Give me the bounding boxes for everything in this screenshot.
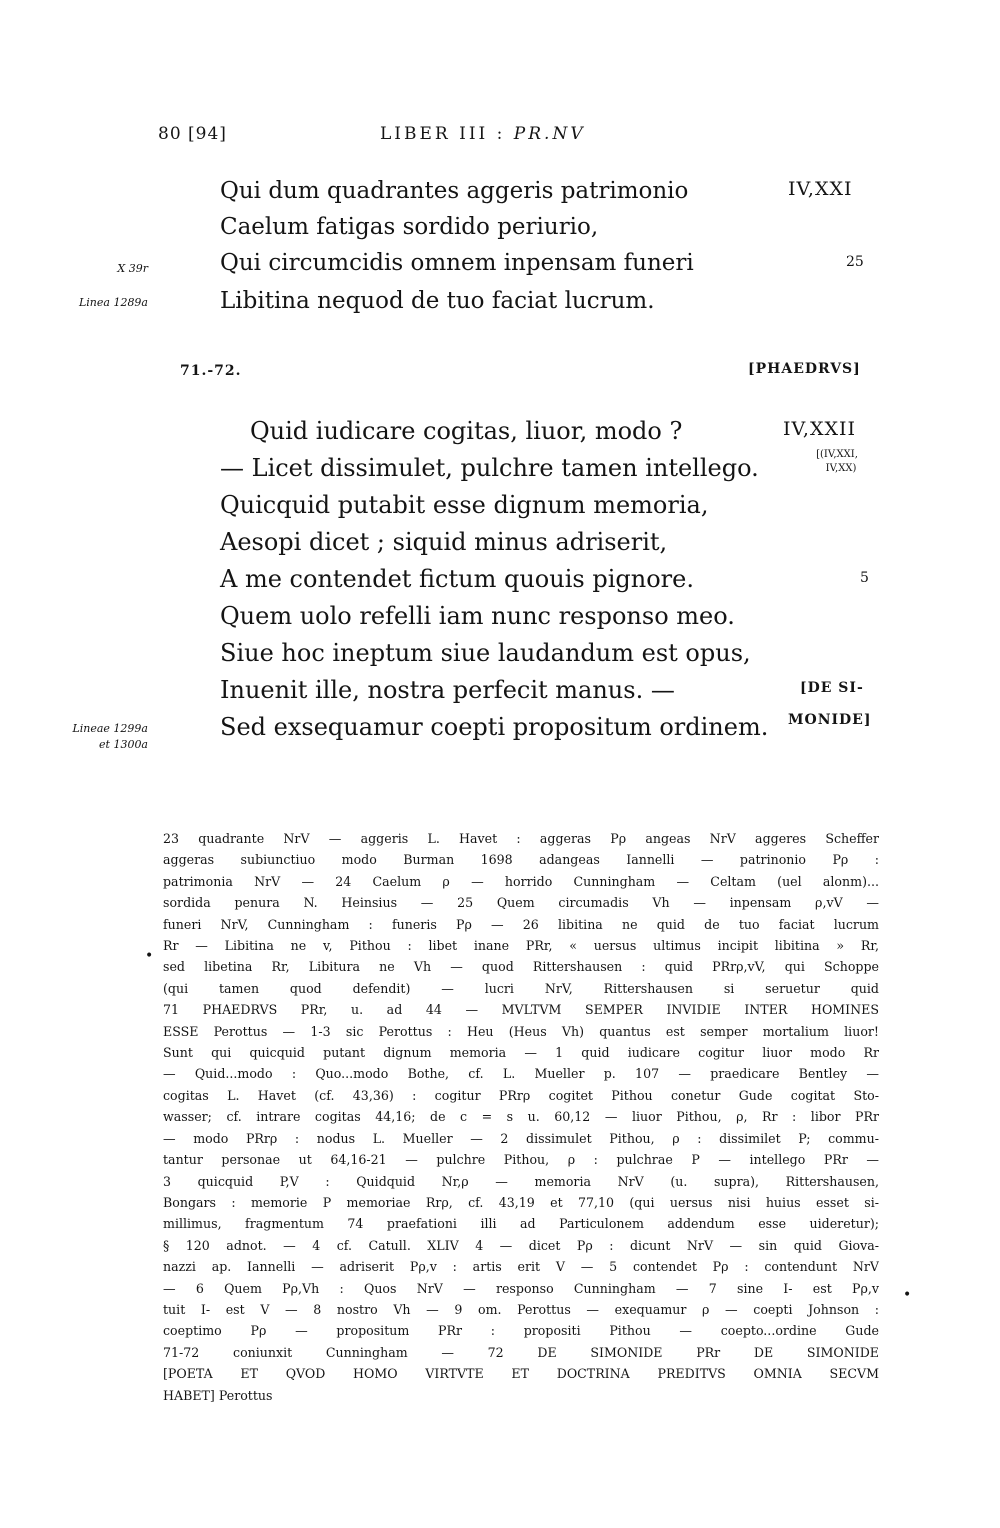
apparatus-line: coeptimo Pρ — propositum PRr : propositi Pithou — coepto...ordine Gude bbox=[163, 1323, 879, 1339]
poem-b-line-4: Aesopi dicet ; siquid minus adriserit, bbox=[220, 528, 668, 556]
running-title-italic: PR.NV bbox=[513, 124, 586, 144]
apparatus-line: Bongars : memorie P memoriae Rrρ, cf. 43,19 et 77,10 (qui uersus nisi huius esset si- bbox=[163, 1194, 879, 1210]
poem-b-right-note-2: MONIDE] bbox=[788, 712, 872, 728]
poem-b-line-9: Sed exsequamur coepti propositum ordinem. bbox=[220, 713, 769, 741]
poem-a-line-4: Libitina nequod de tuo faciat lucrum. bbox=[220, 288, 655, 314]
apparatus-line: wasser; cf. intrare cogitas 44,16; de c = s u. 60,12 — liuor Pithou, ρ, Rr : libor PRr bbox=[163, 1109, 879, 1125]
apparatus-line: (qui tamen quod defendit) — lucri NrV, Rittershausen si seruetur quid bbox=[163, 980, 879, 996]
apparatus-line: cogitas L. Havet (cf. 43,36) : cogitur PRrρ cogitet Pithou conetur Gude cogitat Sto- bbox=[163, 1087, 879, 1103]
poem-b-reference: IV,XXII bbox=[783, 418, 857, 440]
margin-note-linea-1289: Linea 1289a bbox=[78, 296, 148, 309]
poem-b-right-note-1: [DE SI- bbox=[800, 680, 864, 696]
poem-b-line-number: 5 bbox=[860, 570, 869, 586]
poem-a-line-3: Qui circumcidis omnem inpensam funeri bbox=[220, 250, 694, 276]
margin-dot-right: • bbox=[903, 1287, 912, 1303]
apparatus-line: 23 quadrante NrV — aggeris L. Havet : aggeras Pρ angeas NrV aggeres Scheffer bbox=[163, 831, 879, 846]
apparatus-line: 3 quicquid P,V : Quidquid Nr,ρ — memoria NrV (u. supra), Rittershausen, bbox=[163, 1173, 879, 1189]
poem-b-line-6: Quem uolo refelli iam nunc responso meo. bbox=[220, 602, 735, 630]
running-title bbox=[380, 124, 586, 144]
apparatus-line: HABET] Perottus bbox=[163, 1387, 273, 1403]
apparatus-line: 71-72 coniunxit Cunningham — 72 DE SIMONIDE PRr DE SIMONIDE bbox=[163, 1344, 879, 1360]
margin-note-lineae-1: Lineae 1299a bbox=[72, 722, 148, 735]
poem-b-line-7: Siue hoc ineptum siue laudandum est opus, bbox=[220, 639, 751, 667]
poem-b-line-3: Quicquid putabit esse dignum memoria, bbox=[220, 491, 709, 519]
apparatus-line: Sunt qui quicquid putant dignum memoria — 1 quid iudicare cogitur liuor modo Rr bbox=[163, 1045, 879, 1061]
poem-a-line-number: 25 bbox=[846, 254, 864, 270]
apparatus-line: 71 PHAEDRVS PRr, u. ad 44 — MVLTVM SEMPER INVIDIE INTER HOMINES bbox=[163, 1002, 879, 1018]
apparatus-line: — Quid...modo : Quo...modo Bothe, cf. L. Mueller p. 107 — praedicare Bentley — bbox=[163, 1066, 879, 1082]
poem-a-line-2: Caelum fatigas sordido periurio, bbox=[220, 214, 599, 240]
section-number: 71.-72. bbox=[180, 363, 242, 379]
apparatus-line: [POETA ET QVOD HOMO VIRTVTE ET DOCTRINA PREDITVS OMNIA SECVM bbox=[163, 1366, 879, 1382]
critical-apparatus bbox=[163, 828, 879, 1406]
poem-b-alt-reference-2: IV,XX) bbox=[825, 463, 857, 474]
poem-b-line-8: Inuenit ille, nostra perfecit manus. — bbox=[220, 676, 675, 704]
apparatus-line: aggeras subiunctiuo modo Burman 1698 adangeas Iannelli — patrinonio Pρ : bbox=[163, 852, 879, 868]
poem-a-line-1: Qui dum quadrantes aggeris patrimonio bbox=[220, 178, 689, 204]
poem-b-alt-reference-1: [(IV,XXI, bbox=[816, 449, 858, 460]
apparatus-line: funeri NrV, Cunningham : funeris Pρ — 26 libitina ne quid de tuo faciat lucrum bbox=[163, 916, 879, 932]
section-title: [PHAEDRVS] bbox=[748, 361, 861, 377]
apparatus-line: nazzi ap. Iannelli — adriserit Pρ,v : artis erit V — 5 contendet Pρ : contendunt NrV bbox=[163, 1259, 879, 1275]
running-title-text: LIBER III : bbox=[380, 124, 514, 144]
apparatus-line: Rr — Libitina ne v, Pithou : libet inane PRr, « uersus ultimus incipit libitina » Rr, bbox=[163, 938, 879, 954]
margin-dot-left: • bbox=[145, 948, 154, 964]
margin-note-x39: X 39r bbox=[117, 262, 148, 275]
apparatus-line: sordida penura N. Heinsius — 25 Quem circumadis Vh — inpensam ρ,vV — bbox=[163, 895, 879, 911]
apparatus-line: ESSE Perottus — 1-3 sic Perottus : Heu (Heus Vh) quantus est semper mortalium liuor! bbox=[163, 1023, 879, 1039]
poem-b-line-1: Quid iudicare cogitas, liuor, modo ? bbox=[250, 417, 683, 445]
apparatus-line: tuit I- est V — 8 nostro Vh — 9 om. Perottus — exequamur ρ — coepti Johnson : bbox=[163, 1301, 879, 1317]
apparatus-line: — modo PRrρ : nodus L. Mueller — 2 dissimulet Pithou, ρ : dissimilet P; commu- bbox=[163, 1130, 879, 1146]
poem-a-reference: IV,XXI bbox=[788, 178, 853, 200]
poem-b-line-2: — Licet dissimulet, pulchre tamen intellego. bbox=[220, 454, 759, 482]
apparatus-line: sed libetina Rr, Libitura ne Vh — quod Rittershausen : quid PRrρ,vV, qui Schoppe bbox=[163, 959, 879, 975]
apparatus-line: — 6 Quem Pρ,Vh : Quos NrV — responso Cunningham — 7 sine I- est Pρ,v bbox=[163, 1280, 879, 1296]
apparatus-line: patrimonia NrV — 24 Caelum ρ — horrido Cunningham — Celtam (uel alonm)... bbox=[163, 873, 879, 889]
page-number: 80 [94] bbox=[158, 124, 227, 144]
apparatus-line: tantur personae ut 64,16-21 — pulchre Pithou, ρ : pulchrae P — intellego PRr — bbox=[163, 1152, 879, 1168]
margin-note-lineae-2: et 1300a bbox=[99, 738, 148, 751]
apparatus-line: millimus, fragmentum 74 praefationi illi ad Particulonem addendum esse uideretur); bbox=[163, 1216, 879, 1232]
apparatus-line: § 120 adnot. — 4 cf. Catull. XLIV 4 — dicet Pρ : dicunt NrV — sin quid Giova- bbox=[163, 1237, 879, 1253]
poem-b-line-5: A me contendet fictum quouis pignore. bbox=[220, 565, 694, 593]
